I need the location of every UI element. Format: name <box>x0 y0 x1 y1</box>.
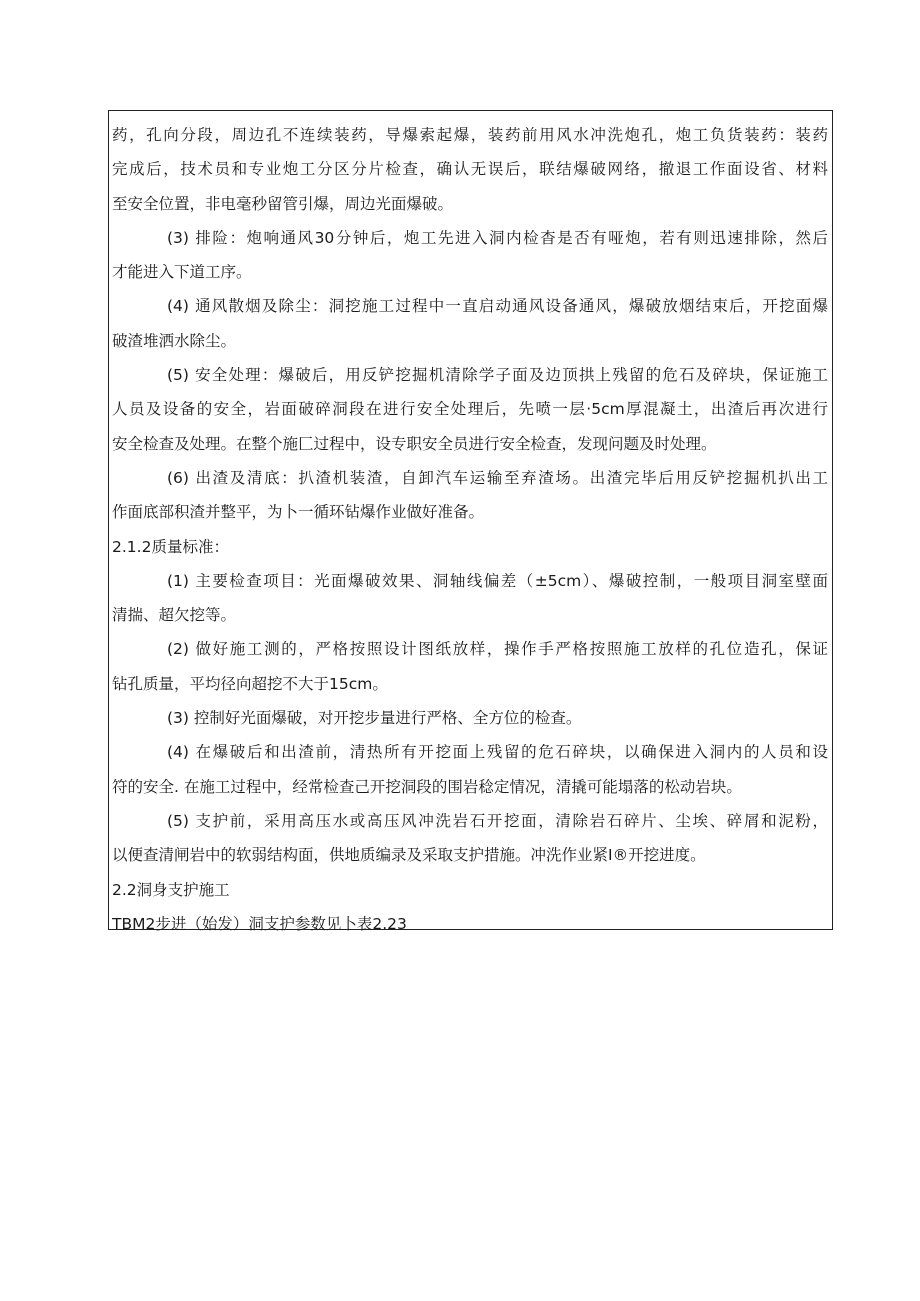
document-frame <box>108 110 833 933</box>
section-heading: 2.1.2质量标准： <box>112 537 229 556</box>
paragraph-line: 符的安全. 在施工过程中，经常检查己开挖洞段的围岩稔定情况，清撬可能塌落的松动岩块。 <box>112 777 742 796</box>
paragraph-line: (2) 做好施工测的，严格按照设计图纸放样，操作手严格按照施工放样的孔位造孔，保证 <box>167 640 828 659</box>
paragraph-line: 人员及设备的安全，岩面破碎洞段在进行安全处理后，先喷一层·5cm厚混凝土，出渣后再次进行 <box>112 400 828 419</box>
paragraph-line: 以便查清闸岩中的软弱结构面，供地质编录及采取支护措施。冲洗作业紧I®开挖进度。 <box>112 846 706 865</box>
document-body <box>109 111 832 941</box>
paragraph-line: (3) 控制好光面爆破，对开挖步量进行严格、全方位的检查。 <box>167 709 582 728</box>
paragraph-line: (4) 通风散烟及除尘：洞挖施工过程中一直启动通风设备通风，爆破放烟结束后，开挖面爆 <box>167 297 828 316</box>
paragraph-line: 钻孔质量，平均径向超挖不大于15cm。 <box>112 674 388 693</box>
paragraph-line: 药，孔向分段，周边孔不连续装药，导爆索起爆，装药前用风水冲洗炮孔，炮工负货装药：装药 <box>112 126 828 144</box>
paragraph-line: 至安全位置，非电毫秒留管引爆，周边光面爆破。 <box>112 194 454 213</box>
paragraph-line: 才能进入下道工序。 <box>112 263 252 282</box>
paragraph-line: (1) 主要检查项目：光面爆破效果、洞轴线偏差（±5cm）、爆破控制，一般项目洞室壁面 <box>167 571 828 590</box>
paragraph-line: (3) 排险：炮响通风30分钟后，炮工先进入洞内检杳是否有哑炮，若有则迅速排除，然后 <box>167 228 828 247</box>
paragraph-line: TBM2步进（始发）洞支护参数见卜表2.23 <box>112 914 407 933</box>
paragraph-line: (5) 安全处理：爆破后，用反铲挖掘机清除学子面及边顶拱上残留的危石及碎块，保证施工 <box>167 366 828 385</box>
paragraph-line: 破渣堆洒水除尘。 <box>112 331 237 350</box>
paragraph-line: (6) 出渣及清底：扒渣机装渣，自卸汽车运输至弃渣场。出渣完毕后用反铲挖掘机扒出工 <box>167 468 828 487</box>
paragraph-line: 完成后，技术员和专业炮工分区分片检查，确认无误后，联结爆破网络，撤退工作面设省、材料 <box>112 160 828 179</box>
paragraph-line: (4) 在爆破后和出渣前，清热所有开挖面上残留的危石碎块，以确保进入洞内的人员和设 <box>167 743 828 762</box>
paragraph-line: 安全检查及处理。在整个施匚过程中，设专职安全员进行安全检查，发现问题及时处理。 <box>112 434 717 453</box>
paragraph-line: 清揣、超欠挖等。 <box>112 606 237 625</box>
section-heading: 2.2洞身支护施工 <box>112 880 230 899</box>
paragraph-line: 作面底部积渣并整平，为卜一循环钻爆作业做好准备。 <box>112 503 485 522</box>
paragraph-line: (5) 支护前，采用高压水或高压风冲洗岩石开挖面，清除岩石碎片、尘埃、碎屑和泥粉， <box>167 811 828 830</box>
